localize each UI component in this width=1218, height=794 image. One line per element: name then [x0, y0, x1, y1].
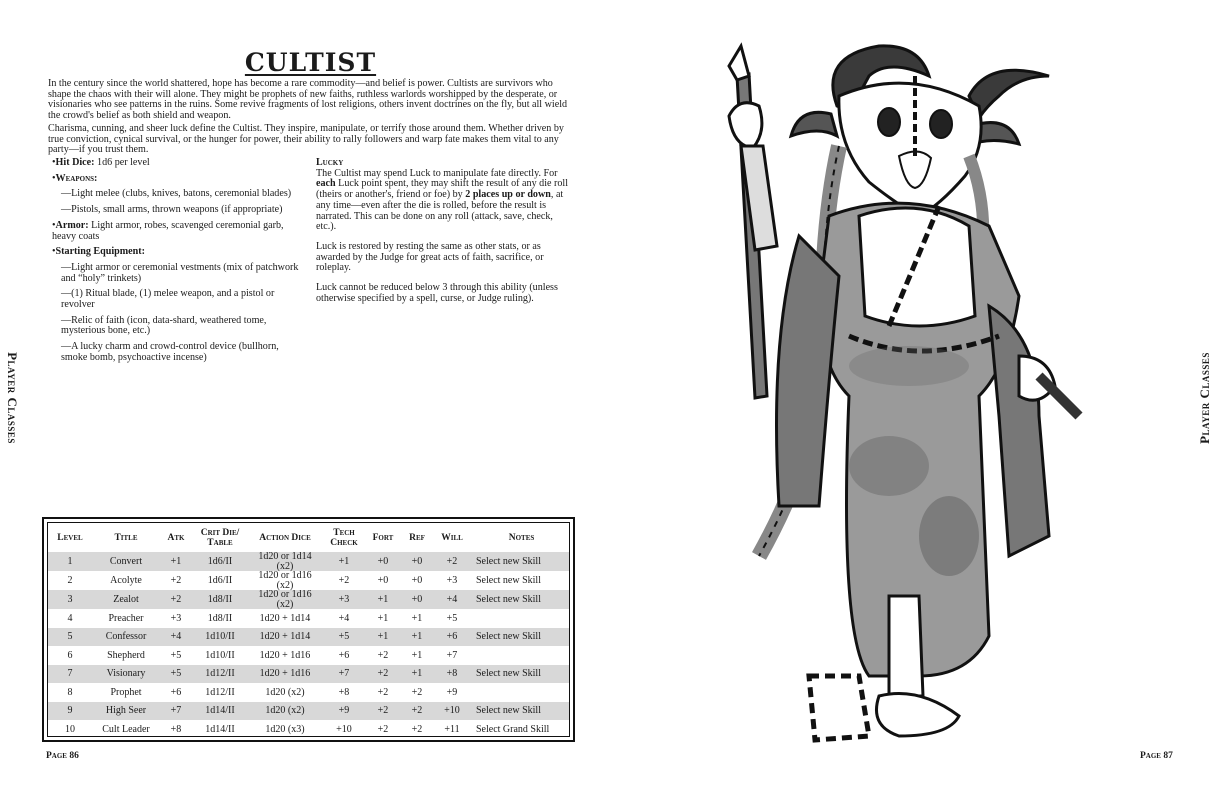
cell-action-dice: 1d20 or 1d16 (x2) — [248, 590, 322, 609]
cell-title: Visionary — [92, 665, 160, 684]
cell-crit: 1d8/II — [207, 612, 233, 624]
table-row — [48, 665, 569, 684]
col-header-tech-check: Tech Check — [330, 527, 358, 548]
cell-fort: +2 — [366, 665, 400, 684]
cell-crit: 1d8/II — [192, 590, 248, 609]
cell-ref: +1 — [411, 612, 423, 624]
cell-level: 7 — [48, 665, 92, 684]
col-header-will: Will — [441, 532, 463, 543]
cell-will: +9 — [446, 686, 458, 698]
cell-atk: +3 — [170, 612, 182, 624]
cell-ref: +2 — [400, 702, 434, 721]
right-page — [609, 0, 1218, 794]
cell-title: Preacher — [108, 612, 144, 624]
level-progression-table — [42, 517, 575, 742]
cell-level: 5 — [48, 628, 92, 647]
cell-atk: +7 — [160, 702, 192, 721]
weapons-item: —Light melee (clubs, knives, batons, ceremonial blades) — [61, 188, 292, 200]
hit-dice-entry: •Hit Dice: 1d6 per level — [52, 157, 150, 168]
cell-ref: +0 — [400, 590, 434, 609]
hit-dice-label: Hit Dice: — [55, 157, 95, 168]
cell-tech-check: +8 — [338, 686, 350, 698]
weapons-item: —Pistols, small arms, thrown weapons (if appropriate) — [61, 204, 283, 216]
cell-action-dice: 1d20 or 1d16 (x2) — [258, 570, 312, 591]
cell-crit: 1d10/II — [192, 628, 248, 647]
cell-title: Convert — [92, 552, 160, 571]
col-header-title: Title — [114, 532, 138, 543]
cell-action-dice: 1d20 (x2) — [265, 686, 305, 698]
table-row — [48, 571, 569, 590]
cell-will: +3 — [446, 574, 458, 586]
cell-notes: Select new Skill — [470, 702, 569, 721]
equipment-label: Starting Equipment: — [55, 246, 146, 258]
col-header-notes: Notes — [508, 532, 535, 543]
page-number: Page 87 — [1140, 751, 1173, 761]
cell-level: 9 — [48, 702, 92, 721]
cell-atk: +6 — [170, 686, 182, 698]
table-row — [48, 590, 569, 609]
cell-action-dice: 1d20 (x3) — [265, 723, 305, 735]
cell-title: Cult Leader — [102, 723, 150, 735]
page-title: CULTIST — [244, 48, 377, 77]
cell-level: 3 — [48, 590, 92, 609]
cell-will: +7 — [446, 649, 458, 661]
cell-level: 6 — [67, 649, 73, 661]
cell-ref: +1 — [400, 628, 434, 647]
equipment-item: —(1) Ritual blade, (1) melee weapon, and a pistol or revolver — [61, 288, 275, 311]
cell-fort: +2 — [366, 702, 400, 721]
equipment-item: —Relic of faith (icon, data-shard, weathered tome, mysterious bone, etc.) — [61, 314, 267, 337]
cell-fort: +2 — [377, 649, 389, 661]
lucky-column — [316, 158, 573, 313]
cell-action-dice: 1d20 or 1d14 (x2) — [248, 552, 322, 571]
cell-atk: +2 — [170, 574, 182, 586]
cell-fort: +1 — [366, 590, 400, 609]
equipment-item: —Light armor or ceremonial vestments (mix of patchwork and “holy” trinkets) — [61, 261, 299, 284]
cell-atk: +5 — [170, 649, 182, 661]
class-features-column — [52, 158, 304, 369]
cell-crit: 1d6/II — [192, 552, 248, 571]
cell-tech-check: +1 — [322, 552, 366, 571]
cell-will: +10 — [434, 702, 470, 721]
cell-atk: +1 — [160, 552, 192, 571]
cell-tech-check: +4 — [338, 612, 350, 624]
weapons-label: Weapons: — [55, 172, 98, 184]
cell-notes — [470, 683, 569, 702]
table-header-row — [48, 523, 569, 552]
cell-ref: +2 — [411, 686, 423, 698]
cell-ref: +1 — [400, 665, 434, 684]
cell-will: +2 — [434, 552, 470, 571]
lucky-emphasis: 2 places up or down — [465, 189, 551, 201]
hit-dice-value: 1d6 per level — [94, 157, 150, 168]
cell-notes: Select new Skill — [476, 574, 541, 586]
cell-crit: 1d10/II — [205, 649, 235, 661]
cell-action-dice: 1d20 + 1d16 — [259, 649, 311, 661]
page-number: Page 86 — [46, 751, 79, 761]
cell-tech-check: +6 — [338, 649, 350, 661]
table-row — [48, 646, 569, 665]
cell-tech-check: +9 — [322, 702, 366, 721]
cell-will: +6 — [434, 628, 470, 647]
cell-level: 4 — [67, 612, 73, 624]
cell-notes: Select new Skill — [470, 628, 569, 647]
cell-fort: +2 — [377, 686, 389, 698]
cell-tech-check: +2 — [338, 574, 350, 586]
cell-crit: 1d6/II — [207, 574, 233, 586]
cultist-illustration — [719, 36, 1099, 744]
cell-title: Confessor — [92, 628, 160, 647]
cell-notes — [470, 609, 569, 628]
cell-fort: +1 — [377, 612, 389, 624]
equipment-item: —A lucky charm and crowd-control device (bullhorn, smoke bomb, psychoactive incense) — [61, 341, 279, 363]
intro-paragraph-1: In the century since the world shattered, hope has become a rare commodity—and belief is power. Cultists are survivors who shape the chaos with their will alone. They might be prophets of new faiths, ruthless warlords worshipped by the desperate, or visionaries who see patterns in the ruins. Some revive fragments of lost religions, others invent doctrines on the fly, but all wield the crowd's belief as both shield and weapon. — [48, 78, 568, 122]
col-header-atk: Atk — [167, 532, 185, 543]
cell-notes: Select new Skill — [470, 590, 569, 609]
cell-atk: +4 — [160, 628, 192, 647]
cell-action-dice: 1d20 (x2) — [248, 702, 322, 721]
cell-title: Acolyte — [110, 574, 142, 586]
lucky-heading: Lucky — [316, 157, 344, 168]
cell-will: +4 — [434, 590, 470, 609]
cell-action-dice: 1d20 + 1d14 — [248, 628, 322, 647]
cell-fort: +0 — [377, 574, 389, 586]
cell-level: 8 — [67, 686, 73, 698]
cell-tech-check: +7 — [322, 665, 366, 684]
cell-atk: +5 — [160, 665, 192, 684]
cell-ref: +0 — [411, 574, 423, 586]
lucky-paragraph-2: Luck is restored by resting the same as other stats, or as awarded by the Judge for great acts of faith, sacrifice, or roleplay. — [316, 240, 544, 274]
cell-level: 2 — [67, 574, 73, 586]
cell-title: Zealot — [92, 590, 160, 609]
table-row — [48, 552, 569, 571]
cell-notes: Select Grand Skill — [476, 723, 550, 735]
cell-tech-check: +10 — [336, 723, 352, 735]
table-row — [48, 628, 569, 647]
col-header-fort: Fort — [372, 532, 394, 543]
table-row — [48, 702, 569, 721]
table-row — [48, 720, 569, 739]
armor-value: Light armor, robes, scavenged ceremonial garb, heavy coats — [52, 219, 284, 242]
cell-title: Prophet — [110, 686, 142, 698]
cell-crit: 1d14/II — [192, 702, 248, 721]
table-inner-border — [47, 522, 570, 737]
lucky-paragraph-3: Luck cannot be reduced below 3 through this ability (unless otherwise specified by a spell, curse, or Judge ruling). — [316, 282, 558, 304]
cell-fort: +1 — [366, 628, 400, 647]
table-row — [48, 609, 569, 628]
col-header-action-dice: Action Dice — [259, 532, 311, 543]
cell-ref: +1 — [411, 649, 423, 661]
cell-action-dice: 1d20 + 1d16 — [248, 665, 322, 684]
col-header-level: Level — [57, 532, 83, 543]
level-table — [48, 523, 569, 739]
cell-fort: +2 — [377, 723, 389, 735]
cell-title: High Seer — [92, 702, 160, 721]
cell-title: Shepherd — [107, 649, 145, 661]
weapons-entry: •Weapons: — [52, 172, 98, 184]
armor-label: Armor: — [55, 219, 89, 231]
lucky-text: The Cultist may spend Luck to manipulate fate directly. For — [316, 167, 558, 179]
col-header-crit: Crit Die/ Table — [200, 527, 240, 548]
cell-crit: 1d14/II — [205, 723, 235, 735]
cell-will: +5 — [446, 612, 458, 624]
side-tab-label: Player Classes — [1196, 352, 1212, 444]
equipment-entry: •Starting Equipment: — [52, 246, 146, 258]
col-header-ref: Ref — [409, 532, 425, 543]
lucky-text: Luck point spent, they may shift the result of any die roll (theirs or another's, friend or foe) by — [316, 178, 569, 201]
cell-tech-check: +5 — [322, 628, 366, 647]
cell-action-dice: 1d20 + 1d14 — [259, 612, 311, 624]
cell-atk: +2 — [160, 590, 192, 609]
cell-level: 1 — [48, 552, 92, 571]
lucky-paragraph-1 — [316, 169, 573, 233]
side-tab-label: Player Classes — [4, 352, 20, 444]
cell-notes — [470, 646, 569, 665]
cell-level: 10 — [65, 723, 75, 735]
cell-tech-check: +3 — [322, 590, 366, 609]
lucky-emphasis: each — [316, 178, 336, 190]
cell-fort: +0 — [366, 552, 400, 571]
cell-crit: 1d12/II — [205, 686, 235, 698]
table-body — [48, 552, 569, 739]
cell-notes: Select new Skill — [470, 665, 569, 684]
cell-notes: Select new Skill — [470, 552, 569, 571]
armor-entry: •Armor: Light armor, robes, scavenged ceremonial garb, heavy coats — [52, 219, 284, 242]
cell-atk: +8 — [170, 723, 182, 735]
cell-will: +8 — [434, 665, 470, 684]
cell-ref: +0 — [400, 552, 434, 571]
cell-crit: 1d12/II — [192, 665, 248, 684]
intro-paragraph-2: Charisma, cunning, and sheer luck define the Cultist. They inspire, manipulate, or terrify those around them. Whether driven by true conviction, cynical survival, or the hunger for power, their ability to rally followers and warp fate makes them vital to any party—if you trust them. — [48, 123, 564, 156]
lucky-text: , at any time—even after the die is rolled, before the result is narrated. This can be done on any roll (attack, save, check, etc.). — [316, 189, 564, 233]
table-row — [48, 683, 569, 702]
cell-ref: +2 — [411, 723, 423, 735]
cell-will: +11 — [444, 723, 460, 735]
